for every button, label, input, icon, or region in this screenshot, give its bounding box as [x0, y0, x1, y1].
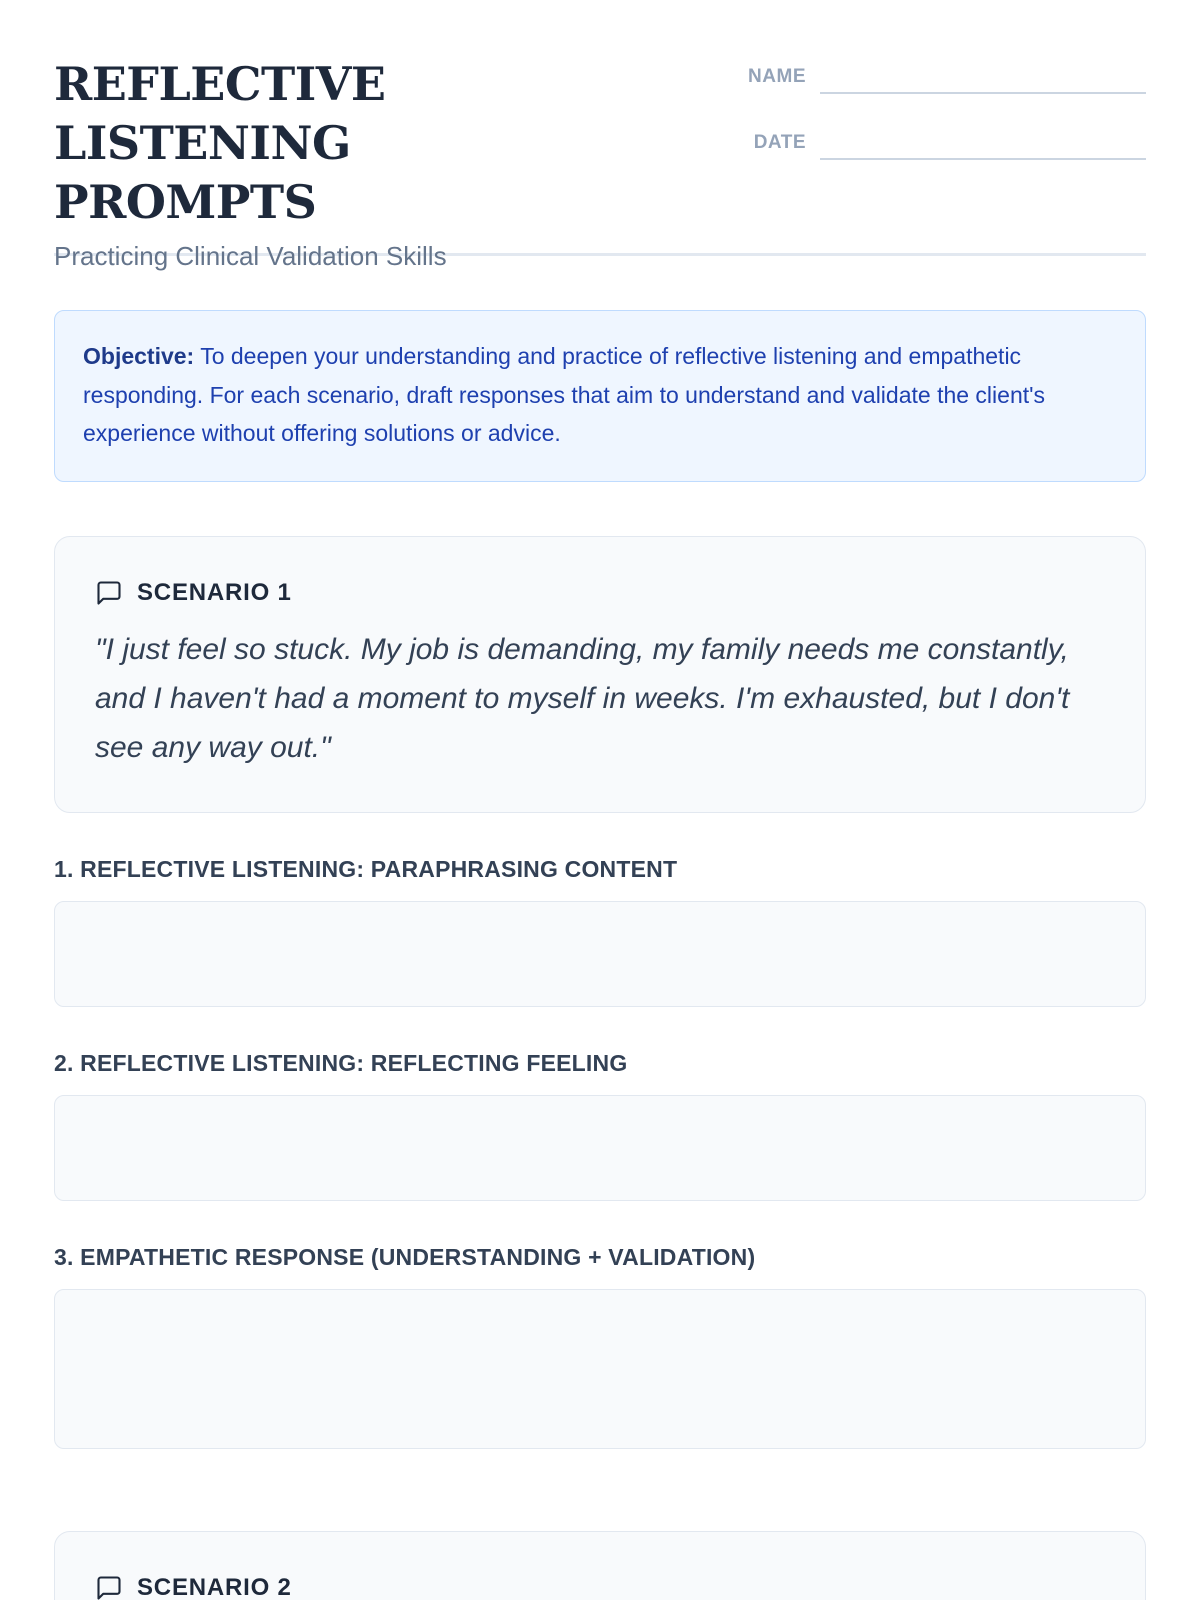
answer-box-reflecting-feeling[interactable]: [54, 1095, 1146, 1201]
scenario-header: [95, 1568, 1105, 1600]
worksheet-header: [54, 0, 1146, 271]
prompt-reflecting-feeling: [54, 1049, 1146, 1201]
prompt-paraphrasing: [54, 855, 1146, 1007]
chat-bubble-icon: [95, 1574, 123, 1600]
objective-label: Objective:: [83, 343, 195, 369]
date-label: DATE: [753, 132, 806, 153]
objective-text: To deepen your understanding and practice of reflective listening and empathetic responding. For each scenario, draft responses that aim to understand and validate the client's experience without offering solutions or advice.: [83, 343, 1046, 446]
chat-bubble-icon: [95, 579, 123, 607]
answer-box-empathetic-response[interactable]: [54, 1289, 1146, 1449]
prompt-label: 1. REFLECTIVE LISTENING: PARAPHRASING CONTENT: [54, 855, 678, 882]
date-field-row: [726, 124, 1146, 160]
name-field-row: [726, 58, 1146, 94]
name-label: NAME: [748, 66, 806, 87]
prompt-empathetic-response: [54, 1243, 1146, 1449]
answer-box-paraphrasing[interactable]: [54, 901, 1146, 1007]
page-title-line-2: PROMPTS: [54, 175, 317, 229]
scenario-card-2: [54, 1531, 1146, 1600]
page-title: [54, 55, 694, 232]
scenario-card-1: [54, 536, 1146, 813]
date-field[interactable]: [820, 124, 1146, 160]
prompt-label: 2. REFLECTIVE LISTENING: REFLECTING FEELING: [54, 1049, 628, 1076]
scenario-title: SCENARIO 1: [137, 578, 292, 606]
scenario-header: [95, 573, 1105, 613]
title-block: [54, 55, 694, 272]
meta-fields: [726, 58, 1146, 190]
prompt-label: 3. EMPATHETIC RESPONSE (UNDERSTANDING + VALIDATION): [54, 1243, 756, 1270]
scenario-title: SCENARIO 2: [137, 1573, 292, 1600]
scenario-quote: "I just feel so stuck. My job is demanding, my family needs me constantly, and I haven't had a moment to myself in weeks. I'm exhausted, but I don't see any way out.": [95, 632, 1070, 764]
name-field[interactable]: [820, 58, 1146, 94]
page-subtitle: Practicing Clinical Validation Skills: [54, 241, 447, 271]
page-title-line-1: REFLECTIVE LISTENING: [54, 57, 386, 170]
objective-box: [54, 310, 1146, 482]
